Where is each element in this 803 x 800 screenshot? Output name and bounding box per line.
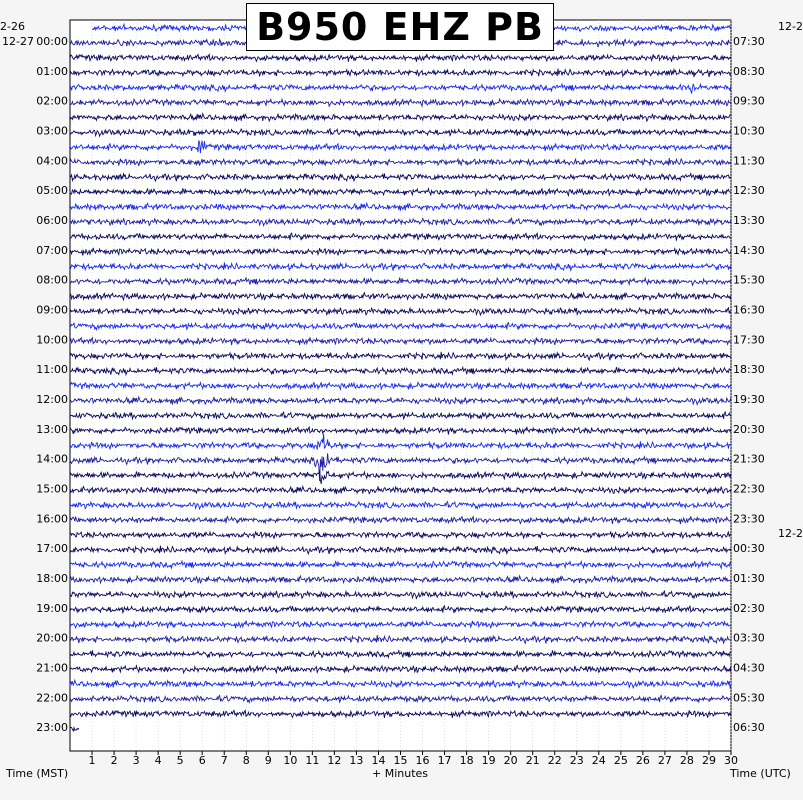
right-hour-label: 05:30 (733, 691, 765, 705)
x-tick-label: 30 (724, 754, 738, 767)
left-hour-label: 03:00 (36, 124, 68, 138)
right-hour-label: 09:30 (733, 94, 765, 108)
x-tick-label: 16 (415, 754, 430, 767)
x-tick-label: 13 (349, 754, 364, 767)
right-hour-label: 07:30 (733, 35, 765, 48)
x-tick-label: 20 (503, 754, 518, 767)
right-hour-label: 12:30 (733, 184, 765, 198)
right-hour-label: 13:30 (733, 213, 765, 227)
left-hour-label: 02:00 (36, 94, 68, 108)
right-hour-label: 06:30 (733, 721, 765, 735)
x-tick-label: 14 (371, 754, 386, 767)
left-date-top-a: 2-26 (0, 20, 25, 33)
left-hour-label: 16:00 (36, 512, 68, 526)
left-hour-label: 15:00 (36, 482, 68, 496)
left-hour-label: 05:00 (36, 184, 68, 198)
left-hour-label: 23:00 (36, 721, 68, 735)
footer-right-label: Time (UTC) (730, 767, 791, 780)
right-hour-label: 18:30 (733, 363, 765, 377)
x-tick-label: 19 (481, 754, 496, 767)
x-tick-label: 11 (305, 754, 320, 767)
right-hour-label: 10:30 (733, 124, 765, 138)
right-hour-label: 08:30 (733, 64, 765, 78)
x-tick-label: 9 (264, 754, 272, 767)
right-hour-labels (733, 35, 765, 734)
footer-left-label: Time (MST) (6, 767, 69, 780)
left-hour-label: 18:00 (36, 571, 68, 585)
right-date-mid: 12-2 (778, 527, 803, 540)
x-tick-label: 23 (569, 754, 584, 767)
left-date-top-b: 12-27 (2, 35, 34, 48)
right-hour-label: 21:30 (733, 452, 765, 466)
right-hour-label: 11:30 (733, 154, 765, 168)
x-tick-label: 10 (283, 754, 298, 767)
x-tick-label: 5 (176, 754, 184, 767)
x-tick-label: 15 (393, 754, 408, 767)
left-hour-label: 21:00 (36, 661, 68, 675)
right-hour-label: 15:30 (733, 273, 765, 287)
right-hour-label: 23:30 (733, 512, 765, 526)
left-hour-label: 10:00 (36, 333, 68, 347)
left-hour-label: 20:00 (36, 631, 68, 645)
x-tick-label: 29 (701, 754, 716, 767)
x-tick-label: 22 (547, 754, 562, 767)
footer-center-label: + Minutes (372, 767, 429, 780)
right-hour-label: 04:30 (733, 661, 765, 675)
x-tick-label: 18 (459, 754, 474, 767)
x-tick-label: 2 (110, 754, 118, 767)
right-hour-label: 22:30 (733, 482, 765, 496)
right-hour-label: 14:30 (733, 243, 765, 257)
x-tick-label: 3 (132, 754, 140, 767)
right-hour-label: 16:30 (733, 303, 765, 317)
left-hour-label: 04:00 (36, 154, 68, 168)
right-hour-label: 17:30 (733, 333, 765, 347)
x-tick-label: 17 (437, 754, 452, 767)
x-axis-ticks (89, 751, 738, 767)
right-hour-label: 19:30 (733, 392, 765, 406)
x-tick-label: 28 (679, 754, 694, 767)
x-tick-label: 27 (657, 754, 672, 767)
left-hour-label: 12:00 (36, 392, 68, 406)
x-tick-label: 4 (154, 754, 162, 767)
right-hour-label: 00:30 (733, 542, 765, 556)
x-tick-label: 25 (613, 754, 628, 767)
left-hour-label: 17:00 (36, 542, 68, 556)
x-tick-label: 21 (525, 754, 540, 767)
left-hour-label: 01:00 (36, 64, 68, 78)
x-tick-label: 6 (198, 754, 206, 767)
left-hour-label: 11:00 (36, 363, 68, 377)
right-hour-label: 02:30 (733, 601, 765, 615)
station-title-box (246, 3, 554, 51)
right-hour-label: 01:30 (733, 571, 765, 585)
x-tick-label: 1 (88, 754, 96, 767)
station-title: B950 EHZ PB (256, 5, 544, 49)
x-tick-label: 12 (327, 754, 342, 767)
left-hour-label: 06:00 (36, 213, 68, 227)
x-tick-label: 26 (635, 754, 650, 767)
right-hour-label: 20:30 (733, 422, 765, 436)
left-hour-label: 13:00 (36, 422, 68, 436)
left-hour-label: 09:00 (36, 303, 68, 317)
left-hour-label: 14:00 (36, 452, 68, 466)
x-tick-label: 8 (242, 754, 250, 767)
left-hour-label: 07:00 (36, 243, 68, 257)
left-hour-label: 08:00 (36, 273, 68, 287)
right-hour-label: 03:30 (733, 631, 765, 645)
left-hour-labels (36, 35, 68, 734)
right-date-top: 12-2 (778, 20, 803, 33)
left-hour-label: 00:00 (36, 35, 68, 48)
x-tick-label: 7 (220, 754, 228, 767)
x-tick-label: 24 (591, 754, 606, 767)
left-hour-label: 19:00 (36, 601, 68, 615)
left-hour-label: 22:00 (36, 691, 68, 705)
